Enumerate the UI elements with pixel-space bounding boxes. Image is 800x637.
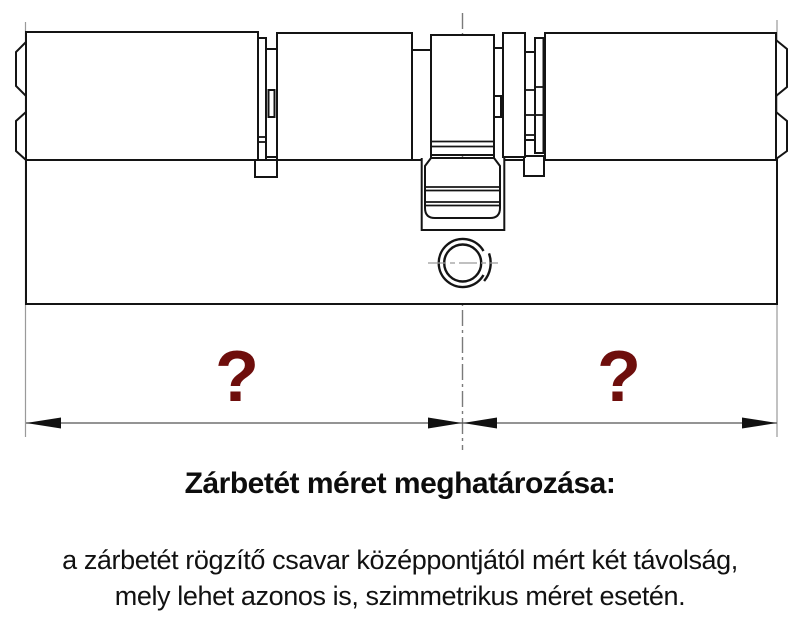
left-distance-label: ? bbox=[215, 337, 259, 417]
right-clip-assembly bbox=[494, 33, 544, 176]
cylinder-lower-body bbox=[26, 160, 777, 304]
right-distance-label: ? bbox=[597, 337, 641, 417]
dimension-arrows bbox=[26, 418, 777, 429]
barrel-mid-segment bbox=[277, 33, 412, 160]
left-clip-assembly bbox=[255, 38, 277, 177]
right-end-tabs bbox=[776, 40, 787, 159]
caption-description-line1: a zárbetét rögzítő csavar középpontjától mért két távolság, bbox=[62, 545, 738, 575]
left-end-tabs bbox=[16, 42, 26, 160]
barrel-left-segment bbox=[26, 32, 258, 160]
cam-assembly bbox=[422, 35, 505, 230]
caption-description bbox=[0, 542, 800, 614]
arrowhead-center-left bbox=[428, 418, 462, 429]
caption-description-line2: mely lehet azonos is, szimmetrikus méret esetén. bbox=[114, 581, 686, 611]
caption-title: Zárbetét méret meghatározása: bbox=[184, 467, 616, 500]
arrowhead-left-end bbox=[26, 418, 61, 429]
barrel-step-piece bbox=[412, 50, 431, 160]
arrowhead-center-right bbox=[463, 418, 497, 429]
barrel-right-segment bbox=[545, 33, 776, 160]
arrowhead-right-end bbox=[742, 418, 777, 429]
